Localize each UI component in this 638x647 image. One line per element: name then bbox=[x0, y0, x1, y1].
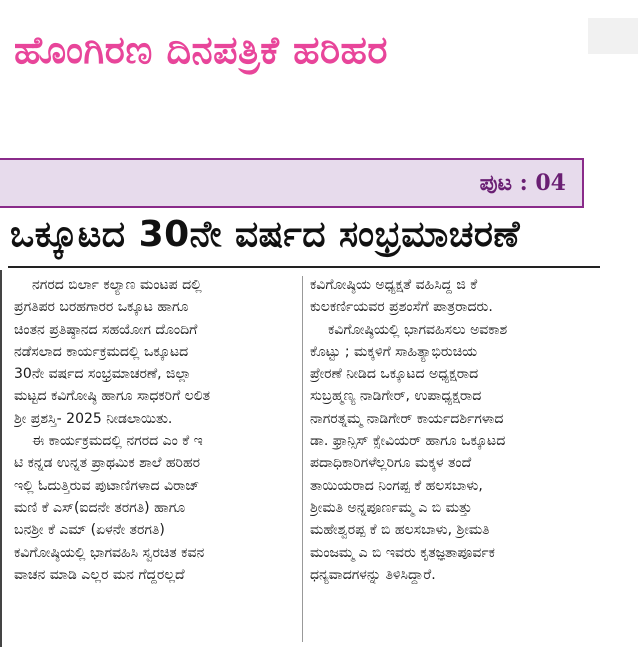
article-line: ಮಟ್ಟದ ಕವಿಗೋಷ್ಠಿ ಹಾಗೂ ಸಾಧಕರಿಗೆ ಲಲಿತ bbox=[14, 388, 211, 405]
article-line: ಕವಿಗೋಷ್ಠಿಯಲ್ಲಿ ಭಾಗವಹಿಸಲು ಅವಕಾಶ bbox=[328, 321, 508, 338]
article-line: ಟಿ ಕನ್ನಡ ಉನ್ನತ ಪ್ರಾಥಮಿಕ ಶಾಲೆ ಹರಿಹರ bbox=[14, 455, 201, 472]
article-headline: ಒಕ್ಕೂಟದ 30ನೇ ವರ್ಷದ ಸಂಭ್ರಮಾಚರಣೆ bbox=[10, 214, 521, 255]
article-left-border bbox=[0, 270, 2, 647]
page-number-label: ಪುಟ : 04 bbox=[479, 170, 566, 196]
article-line: ಬನಶ್ರೀ ಕೆ ಎಮ್ (ಏಳನೇ ತರಗತಿ) bbox=[14, 522, 165, 539]
article-line: ಕವಿಗೋಷ್ಠಿಯಲ್ಲಿ ಭಾಗವಹಿಸಿ ಸ್ವರಚಿತ ಕವನ bbox=[14, 544, 205, 561]
article-line: ಈ ಕಾರ್ಯಕ್ರಮದಲ್ಲಿ ನಗರದ ಎಂ ಕೆ ಇ bbox=[32, 433, 203, 450]
article-line: ಪ್ರೇರಣೆ ನೀಡಿದ ಒಕ್ಕೂಟದ ಅಧ್ಯಕ್ಷರಾದ bbox=[310, 366, 479, 383]
article-line: ಸುಬ್ರಹ್ಮಣ್ಯ ನಾಡಿಗೇರ್, ಉಪಾಧ್ಯಕ್ಷರಾದ bbox=[310, 388, 482, 405]
article-line: ನಗರದ ಬಿರ್ಲಾ ಕಲ್ಯಾಣ ಮಂಟಪ ದಲ್ಲಿ bbox=[32, 277, 202, 293]
masthead bbox=[0, 0, 638, 110]
masthead-title: ಹೊಂಗಿರಣ ದಿನಪತ್ರಿಕೆ ಹರಿಹರ bbox=[14, 28, 388, 72]
article-line: ಧನ್ಯವಾದಗಳನ್ನು ತಿಳಿಸಿದ್ದಾರೆ. bbox=[310, 566, 436, 583]
article-line: ನಡೆಸಲಾದ ಕಾರ್ಯಕ್ರಮದಲ್ಲಿ ಒಕ್ಕೂಟದ bbox=[14, 343, 189, 360]
masthead-band bbox=[588, 18, 638, 54]
article-line: 30ನೇ ವರ್ಷದ ಸಂಭ್ರಮಾಚರಣೆ, ಜಿಲ್ಲಾ bbox=[14, 366, 192, 383]
article-line: ತಾಯಿಯರಾದ ನಿಂಗಪ್ಪ ಕೆ ಹಲಸಬಾಳು, bbox=[310, 477, 483, 494]
article-line: ಪ್ರಗತಿಪರ ಬರಹಗಾರರ ಒಕ್ಕೂಟ ಹಾಗೂ bbox=[14, 299, 189, 316]
page-number-bar bbox=[0, 158, 584, 208]
article-line: ಪದಾಧಿಕಾರಿಗಳೆಲ್ಲರಿಗೂ ಮಕ್ಕಳ ತಂದೆ bbox=[310, 455, 472, 472]
article-line: ಮಂಜಮ್ಮ ಎ ಬಿ ಇವರು ಕೃತಜ್ಞತಾಪೂರ್ವಕ bbox=[310, 544, 495, 561]
article-line: ಕೊಟ್ಟು ; ಮಕ್ಕಳಿಗೆ ಸಾಹಿತ್ಯಾಭಿರುಚಿಯ bbox=[310, 343, 478, 360]
article-line: ಡಾ. ಫ್ರಾನ್ಸಿಸ್ ಕ್ಸೇವಿಯರ್ ಹಾಗೂ ಒಕ್ಕೂಟದ bbox=[310, 433, 506, 450]
article-line: ಮಹೇಶ್ವರಪ್ಪ ಕೆ ಬಿ ಹಲಸಬಾಳು, ಶ್ರೀಮತಿ bbox=[310, 522, 490, 539]
article-line: ಕುಲಕರ್ಣಿಯವರ ಪ್ರಶಂಸೆಗೆ ಪಾತ್ರರಾದರು. bbox=[310, 299, 493, 316]
article-line: ಶ್ರೀಮತಿ ಅನ್ನಪೂರ್ಣಮ್ಮ ಎ ಬಿ ಮತ್ತು bbox=[310, 499, 473, 516]
article-line: ನಾಗರತ್ನಮ್ಮ ನಾಡಿಗೇರ್ ಕಾರ್ಯದರ್ಶಿಗಳಾದ bbox=[310, 410, 504, 427]
article-left-column bbox=[14, 274, 296, 586]
article-line: ಇಲ್ಲಿ ಓದುತ್ತಿರುವ ಪುಟಾಣಿಗಳಾದ ವಿರಾಜ್ bbox=[14, 477, 200, 494]
article-line: ವಾಚನ ಮಾಡಿ ಎಲ್ಲರ ಮನ ಗೆದ್ದರಲ್ಲದೆ bbox=[14, 566, 185, 583]
headline-rule bbox=[8, 266, 600, 268]
article-right-column bbox=[310, 274, 592, 586]
article-line: ಚಿಂತನ ಪ್ರತಿಷ್ಠಾನದ ಸಹಯೋಗ ದೊಂದಿಗೆ bbox=[14, 321, 198, 338]
article-line: ಕವಿಗೋಷ್ಠಿಯ ಅಧ್ಯಕ್ಷತೆ ವಹಿಸಿದ್ದ ಜಿ ಕೆ bbox=[310, 277, 478, 293]
article-line: ಮಣಿ ಕೆ ಎಸ್(ಐದನೇ ತರಗತಿ) ಹಾಗೂ bbox=[14, 499, 186, 516]
column-divider bbox=[302, 276, 303, 642]
article-line: ಶ್ರೀ ಪ್ರಶಸ್ತಿ- 2025 ನೀಡಲಾಯಿತು. bbox=[14, 410, 173, 427]
